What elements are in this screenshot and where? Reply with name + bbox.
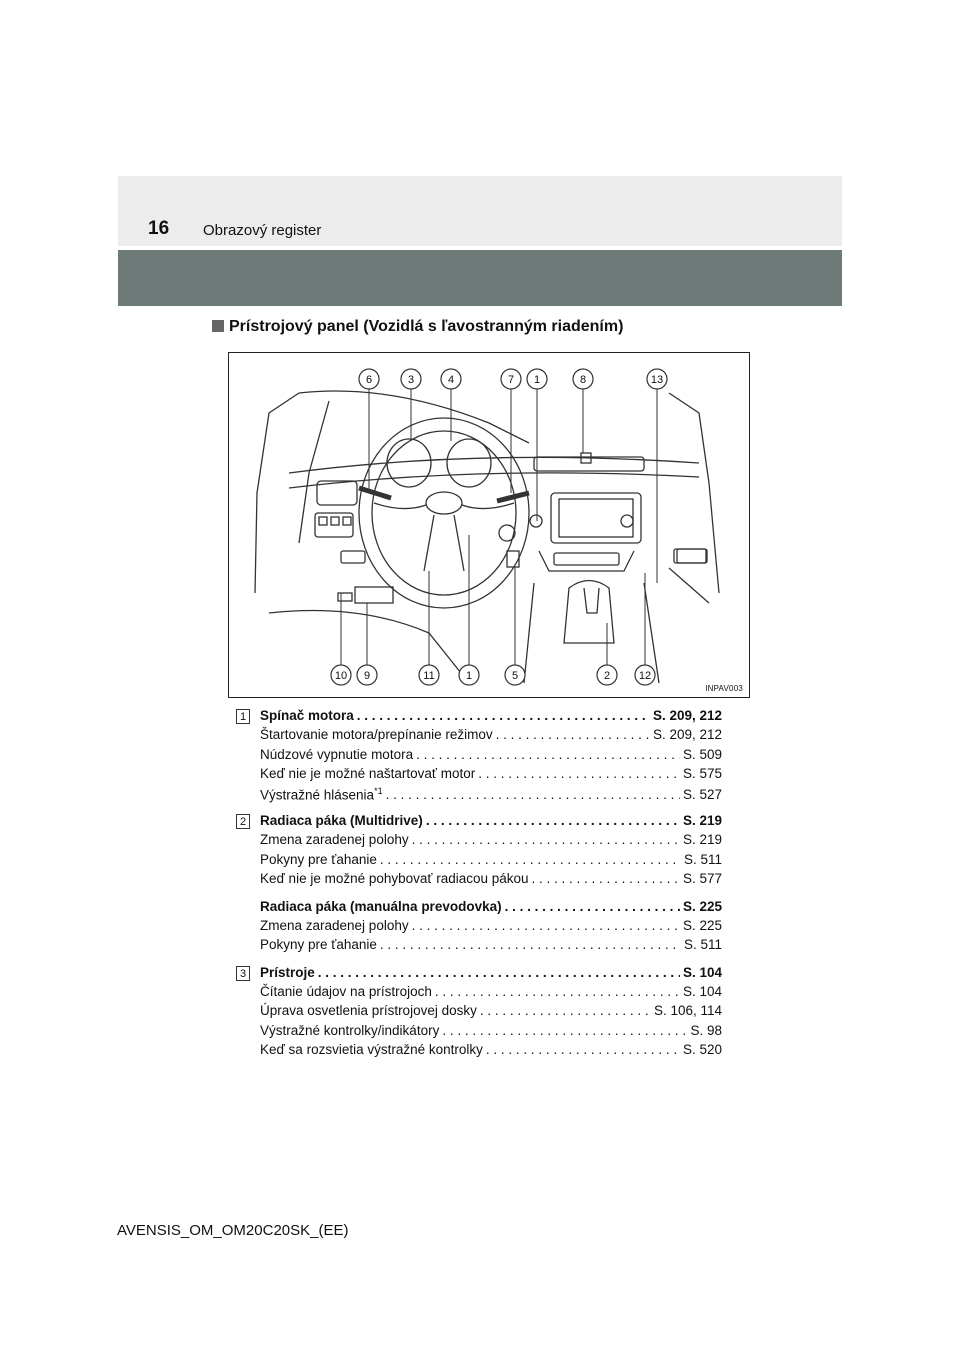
- index-topic: Spínač motora: [260, 708, 354, 723]
- index-topic: Zmena zaradenej polohy: [260, 832, 409, 848]
- index-list: [236, 708, 722, 1062]
- index-row: [260, 1023, 722, 1042]
- page-reference: S. 104: [682, 984, 722, 1000]
- section-heading-text: Prístrojový panel (Vozidlá s ľavostranným riadením): [229, 318, 624, 335]
- entry-number-badge: 2: [236, 814, 250, 829]
- page-reference: S. 575: [682, 766, 722, 782]
- dot-leader: [412, 832, 680, 847]
- dot-leader: [442, 1023, 687, 1038]
- page-reference: S. 104: [682, 964, 722, 980]
- section-heading: [212, 318, 623, 336]
- callout-top-7: 13: [650, 374, 664, 386]
- dot-leader: [496, 727, 650, 742]
- callout-top-5: 1: [533, 374, 541, 386]
- index-entry: [236, 708, 722, 805]
- index-topic: Keď nie je možné pohybovať radiacou pákou: [260, 871, 529, 887]
- index-row: [260, 786, 722, 805]
- index-topic: Keď sa rozsvietia výstražné kontrolky: [260, 1042, 483, 1058]
- dashboard-drawing: [229, 353, 749, 697]
- index-topic: Radiaca páka (manuálna prevodovka): [260, 898, 502, 914]
- index-row: [260, 852, 722, 871]
- entry-number-badge: 3: [236, 966, 250, 981]
- section-title: Obrazový register: [203, 222, 322, 239]
- dot-leader: [480, 1003, 651, 1018]
- index-row: [260, 727, 722, 746]
- page-reference: S. 511: [683, 851, 722, 867]
- callout-bottom-4: 1: [465, 670, 473, 682]
- dot-leader: [318, 965, 680, 980]
- callout-top-6: 8: [579, 374, 587, 386]
- dot-leader: [532, 871, 680, 886]
- index-row: [260, 766, 722, 785]
- dot-leader: [426, 813, 680, 828]
- page-reference: S. 577: [682, 871, 722, 887]
- callout-bottom-1: 10: [334, 670, 348, 682]
- page-reference: S. 225: [682, 898, 722, 914]
- page-reference: S. 106, 114: [653, 1003, 722, 1019]
- page-reference: S. 98: [690, 1022, 722, 1038]
- page-reference: S. 520: [682, 1042, 722, 1058]
- page-reference: S. 209, 212: [652, 727, 722, 743]
- dot-leader: [435, 984, 680, 999]
- callout-top-4: 7: [507, 374, 515, 386]
- square-bullet-icon: [212, 320, 224, 332]
- index-entry: [236, 813, 722, 957]
- entry-number-badge: 1: [236, 709, 250, 724]
- index-row: [260, 899, 722, 918]
- dashboard-illustration: [228, 352, 750, 698]
- page-reference: S. 509: [682, 746, 722, 762]
- index-topic: Pokyny pre ťahanie: [260, 937, 377, 953]
- footnote-marker: *1: [374, 785, 383, 796]
- page-reference: S. 219: [682, 832, 722, 848]
- index-topic: Výstražné hlásenia$^{*1}$: [260, 785, 383, 803]
- index-topic: Úprava osvetlenia prístrojovej dosky: [260, 1003, 477, 1019]
- header-dark-band: [118, 250, 842, 306]
- callout-bottom-5: 5: [511, 670, 519, 682]
- index-topic: Radiaca páka (Multidrive): [260, 812, 423, 828]
- page-reference: S. 527: [682, 787, 722, 803]
- dot-leader: [357, 708, 650, 723]
- index-row: [260, 871, 722, 890]
- dot-leader: [412, 918, 680, 933]
- index-row: [260, 918, 722, 937]
- index-entry: [236, 965, 722, 1062]
- index-row: [260, 832, 722, 851]
- index-row: [260, 1003, 722, 1022]
- dot-leader: [386, 787, 680, 802]
- index-topic: Núdzové vypnutie motora: [260, 746, 414, 762]
- index-row: [260, 984, 722, 1003]
- index-topic: Čítanie údajov na prístrojoch: [260, 984, 432, 1000]
- callout-bottom-2: 9: [363, 670, 371, 682]
- dot-leader: [380, 852, 681, 867]
- index-topic: Štartovanie motora/prepínanie režimov: [260, 727, 493, 743]
- index-row: [260, 937, 722, 956]
- index-row: [260, 965, 722, 984]
- page-reference: S. 219: [682, 812, 722, 828]
- index-topic: Pokyny pre ťahanie: [260, 851, 377, 867]
- index-row: [260, 708, 722, 727]
- page-reference: S. 225: [682, 917, 722, 933]
- index-topic: Zmena zaradenej polohy: [260, 917, 409, 933]
- index-row: [260, 747, 722, 766]
- dot-leader: [478, 766, 680, 781]
- dot-leader: [505, 899, 680, 914]
- callout-top-3: 4: [447, 374, 455, 386]
- page-reference: S. 209, 212: [652, 708, 722, 723]
- document-code-footer: AVENSIS_OM_OM20C20SK_(EE): [117, 1222, 349, 1239]
- dot-leader: [380, 937, 681, 952]
- index-topic: Keď nie je možné naštartovať motor: [260, 766, 476, 782]
- index-topic: Prístroje: [260, 964, 315, 980]
- dot-leader: [416, 747, 680, 762]
- callout-bottom-7: 12: [638, 670, 652, 682]
- index-row: [260, 1042, 722, 1061]
- page-reference: S. 511: [683, 937, 722, 953]
- index-row: [260, 813, 722, 832]
- callout-bottom-6: 2: [603, 670, 611, 682]
- callout-top-1: 6: [365, 374, 373, 386]
- dot-leader: [486, 1042, 680, 1057]
- page-number: 16: [148, 218, 170, 239]
- callout-top-2: 3: [407, 374, 415, 386]
- figure-code: INPAV003: [705, 684, 743, 693]
- callout-bottom-3: 11: [423, 670, 435, 682]
- index-topic: Výstražné kontrolky/indikátory: [260, 1022, 440, 1038]
